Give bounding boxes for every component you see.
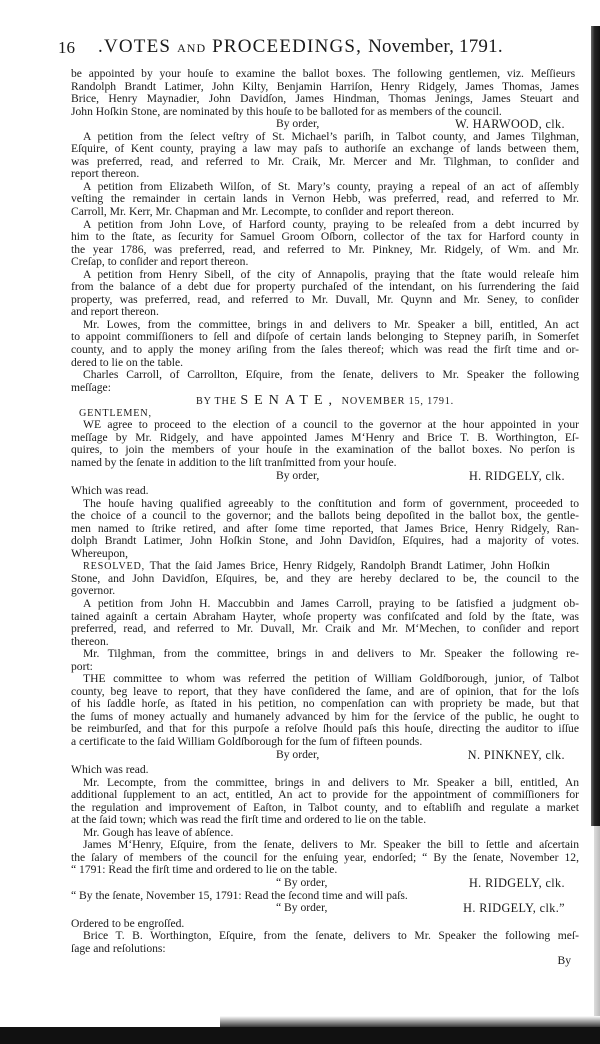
text-line: meſſage by Mr. Ridgely, and have appointed James M‘Henry and Brice T. B. Worthington, Eſ- xyxy=(71,430,579,444)
scan-edge-right-lower xyxy=(594,826,600,1016)
text-line: Mr. Tilghman, from the committee, brings in and delivers to Mr. Speaker the following re- xyxy=(83,647,579,661)
text-line: report thereon. xyxy=(71,167,140,181)
text-line: preferred, read, and referred to Mr. Duvall, Mr. Craik and Mr. M‘Mechen, to conſider and report xyxy=(71,622,579,636)
text-line: thereon. xyxy=(71,634,109,648)
page-body xyxy=(71,68,579,968)
text-line: THE committee to whom was referred the petition of William Goldſborough, junior, of Talbot xyxy=(83,672,579,686)
text-line: Brice, Henry Maynadier, John Davidſon, James Hindman, Thomas Jenings, James Steuart and xyxy=(71,92,579,106)
text-line: ſage and reſolutions: xyxy=(71,941,166,955)
title-proceedings: PROCEEDINGS, xyxy=(212,36,363,57)
text-line: John Hoſkin Stone, are nominated by this houſe to be balloted for as members of the council. xyxy=(71,104,502,118)
title-votes: .VOTES xyxy=(98,36,172,57)
signature-line xyxy=(71,749,579,762)
by-order: “ By order, xyxy=(276,901,328,915)
text-line: the regulation and improvement of Eaſton, in Talbot county, and to eſtabliſh and regulate a market xyxy=(71,800,579,814)
text-line: A petition from the ſelect veſtry of St. Michael’s pariſh, in Talbot county, and James Tilghman, xyxy=(83,129,579,143)
text-line: to appoint commiſſioners to ſell and diſpoſe of certain lands belonging to Stepney pariſh, in Somerſet xyxy=(71,330,579,344)
text-line: Brice T. B. Worthington, Eſquire, from the ſenate, delivers to Mr. Speaker the following meſ- xyxy=(83,929,579,943)
title-date: November, 1791. xyxy=(368,36,503,57)
text-line: dolph Brandt Latimer, John Hoſkin Stone, and John Davidſon, Eſquires, had a majority of votes. xyxy=(71,534,579,548)
text-line: county, beg leave to report, that they have conſidered the ſame, and are of opinion, that for the loſs xyxy=(71,684,579,698)
text-line: Eſquire, of Kent county, praying a law may paſs to authoriſe an exchange of lands between them, xyxy=(71,142,579,156)
text-line: Mr. Lowes, from the committee, brings in and delivers to Mr. Speaker a bill, entitled, An act xyxy=(83,317,579,331)
clerk-signature: H. RIDGELY, clk.” xyxy=(463,901,565,916)
page-number: 16 xyxy=(58,38,75,57)
text-line: Which was read. xyxy=(71,763,149,777)
clerk-signature: H. RIDGELY, clk. xyxy=(468,876,565,890)
text-line: Which was read. xyxy=(71,484,149,498)
text-line: the ſalary of members of the council for the enſuing year, endorſed; “ By the ſenate, November 12, xyxy=(71,850,579,864)
clerk-signature: N. PINKNEY, clk. xyxy=(467,747,565,762)
text-line: WE agree to proceed to the election of a council to the governor at the hour appointed in your xyxy=(83,418,579,432)
resolved-text: That the ſaid James Brice, Henry Ridgely, Randolph Brandt Latimer, John Hoſkin xyxy=(149,559,550,573)
by-order: By order, xyxy=(276,747,320,761)
text-line: of his ſaddle horſe, as ſtated in his petition, no compenſation can with propriety be made, but that xyxy=(71,697,579,711)
text-line: governor. xyxy=(71,584,116,598)
resolved-line xyxy=(71,560,579,573)
catchword: By xyxy=(557,954,571,968)
text-line: him to the ſtate, as ſecurity for Samuel Groom Oſborn, collector of the tax for Harford county in xyxy=(71,230,579,244)
by-order: By order, xyxy=(276,117,320,131)
text-line: Mr. Lecompte, from the committee, brings in and delivers to Mr. Speaker a bill, entitled, An xyxy=(83,775,579,789)
text-line: Whereupon, xyxy=(71,546,128,560)
by-order: By order, xyxy=(276,468,320,482)
text-line: “ 1791: Read the firſt time and ordered to lie on the table. xyxy=(71,863,338,877)
signature-line xyxy=(71,877,579,890)
text-line: “ By the ſenate, November 15, 1791: Read the ſecond time and will paſs. xyxy=(71,888,408,902)
text-line: James M‘Henry, Eſquire, from the ſenate, delivers to Mr. Speaker the bill to ſettle and aſcertain xyxy=(83,838,579,852)
text-line: dered to lie on the table. xyxy=(71,355,184,369)
text-line: Creſap, to conſider and report thereon. xyxy=(71,255,249,269)
text-line: tained againſt a certain Abraham Hayter, whoſe property was confiſcated and ſold by the ſtate, was xyxy=(71,609,579,623)
text-line: A petition from Elizabeth Wilſon, of St. Mary’s county, praying a repeal of an act of aſſembly xyxy=(83,179,579,193)
text-line: be reimburſed, and that for this purpoſe a reſolve ſhould paſs this houſe, directing the auditor to iſſue xyxy=(71,722,579,736)
text-line: A petition from John Love, of Harford county, praying to be releaſed from a debt incurred by xyxy=(83,217,579,231)
text-line: property, was preferred, read, and referred to Mr. Duvall, Mr. Quynn and Mr. Seney, to conſider xyxy=(71,292,579,306)
text-line: named by the ſenate in addition to the liſt tranſmitted from your houſe. xyxy=(71,455,397,469)
text-line: be appointed by your houſe to examine the ballot boxes. The following gentlemen, viz. Meſſieurs xyxy=(71,67,576,80)
text-line: quires, to join the members of your houſe in the examination of the ballot boxes. No perſon is xyxy=(71,443,575,457)
clerk-signature: W. HARWOOD, clk. xyxy=(455,117,565,132)
running-title xyxy=(98,36,503,58)
text-line: meſſage: xyxy=(71,380,111,394)
clerk-signature: H. RIDGELY, clk. xyxy=(468,468,565,483)
gentlemen: GENTLEMEN, xyxy=(79,407,152,419)
signature-line xyxy=(71,902,579,915)
text-line: a certificate to the ſaid William Goldſborough for the ſum of fifteen pounds. xyxy=(71,734,423,748)
text-line: additional ſupplement to an act, entitled, An act to provide for the appointment of commiſſioners for xyxy=(71,788,579,802)
signature-line xyxy=(71,118,579,131)
text-line: from the balance of a debt due for property purchaſed of the intendant, on his ſurrendering the ſaid xyxy=(71,280,579,294)
title-and: AND xyxy=(177,41,207,55)
text-line: the choice of a council to the governor; and the ballots being depoſited in the ballot box, the gentle- xyxy=(71,509,579,523)
running-header xyxy=(58,36,588,62)
text-line: A petition from John H. Maccubbin and James Carroll, praying to be ſatisfied a judgment ob- xyxy=(83,596,579,610)
text-line: Mr. Gough has leave of abſence. xyxy=(83,825,234,839)
text-line: the ſums of money actually and humanely advanced by him for the ſervice of the public, he ought to xyxy=(71,709,579,723)
text-line: Carroll, Mr. Kerr, Mr. Chapman and Mr. Lecompte, to conſider and report thereon. xyxy=(71,205,454,219)
text-line: Stone, and John Davidſon, Eſquires, be, and they are hereby declared to be, the council to the xyxy=(71,571,579,585)
resolved-label: RESOLVED, xyxy=(83,561,146,573)
signature-line xyxy=(71,470,579,483)
senate-by: BY THE xyxy=(195,396,237,408)
text-line: county, and to apply the money ariſing from the ſales thereof; which was read the firſt time and or- xyxy=(71,343,579,357)
text-line: men named to ſtrike retired, and after ſome time reported, that James Brice, Henry Ridgely, Ran- xyxy=(71,521,579,535)
text-line: port: xyxy=(71,659,93,673)
senate-word: SENATE, xyxy=(240,393,339,409)
text-line: A petition from Henry Sibell, of the city of Annapolis, praying that the ſtate would releaſe him xyxy=(83,267,579,281)
scan-edge-bottom xyxy=(0,1027,600,1044)
senate-date: NOVEMBER 15, 1791. xyxy=(341,396,454,408)
text-line: Randolph Brandt Latimer, John Kilty, Benjamin Harriſon, Henry Ridgely, James Thomas, James xyxy=(71,79,579,93)
text-line: Ordered to be engroſſed. xyxy=(71,916,185,930)
scan-edge-right xyxy=(591,26,600,826)
by-order: “ By order, xyxy=(276,876,328,889)
text-line: the year 1786, was preferred, read, and referred to Mr. Pinkney, Mr. Ridgely, of Wm. and Mr. xyxy=(71,242,579,256)
text-line: veſting the remainder in certain lands in Vernon Hebb, was preferred, read, and referred to Mr. xyxy=(71,192,579,206)
text-line: was preferred, read, and referred to Mr. Craik, Mr. Mercer and Mr. Tilghman, to conſider and xyxy=(71,154,579,168)
text-line: at the ſaid town; which was read the firſt time and ordered to lie on the table. xyxy=(71,813,427,827)
text-line: The houſe having qualified agreeably to the conſtitution and form of government, proceeded to xyxy=(83,496,579,510)
text-line: Charles Carroll, of Carrollton, Eſquire, from the ſenate, delivers to Mr. Speaker the following xyxy=(83,368,579,382)
text-line: and report thereon. xyxy=(71,305,159,319)
senate-heading xyxy=(71,394,579,407)
